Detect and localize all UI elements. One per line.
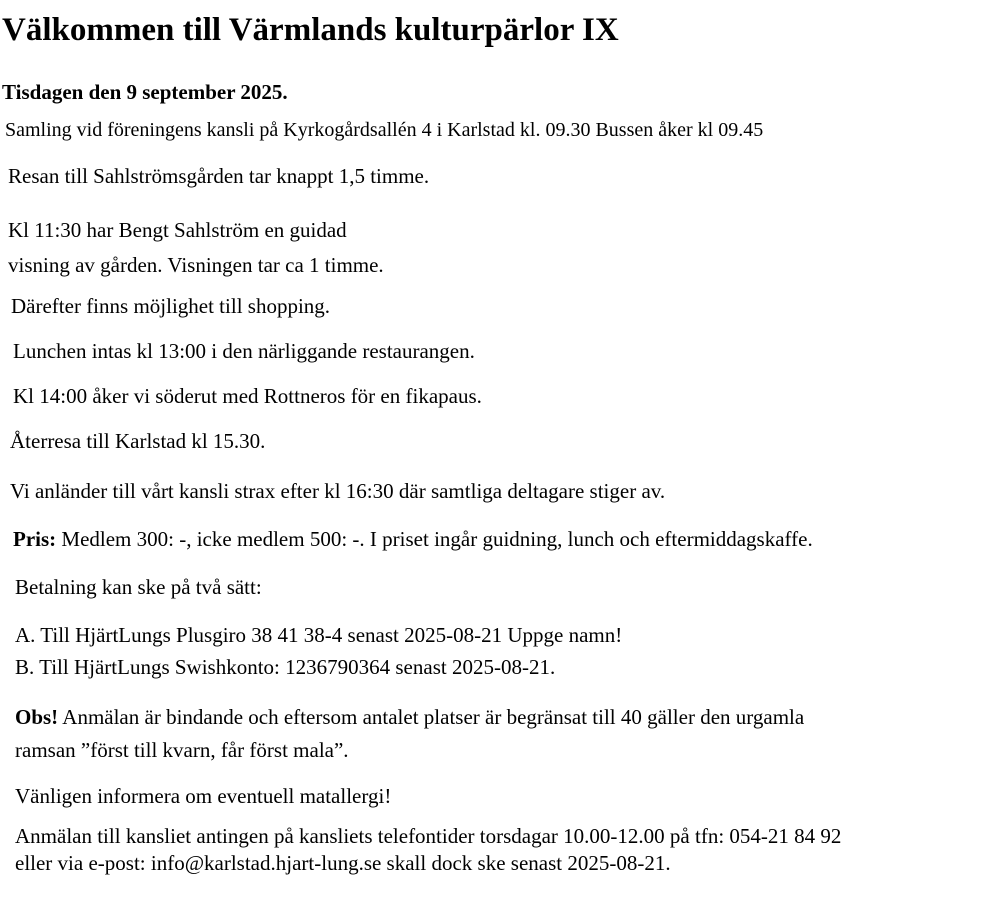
fika-text: Kl 14:00 åker vi söderut med Rottneros för en fikapaus. <box>13 384 482 408</box>
shopping-text: Därefter finns möjlighet till shopping. <box>11 294 331 318</box>
obs-label: Obs! <box>15 705 59 729</box>
page-title: Välkommen till Värmlands kulturpärlor IX <box>2 12 619 48</box>
event-date: Tisdagen den 9 september 2025. <box>2 80 288 104</box>
price-label: Pris: <box>13 527 57 551</box>
tour-text-line1: Kl 11:30 har Bengt Sahlström en guidad <box>8 218 347 242</box>
tour-text-line2: visning av gården. Visningen tar ca 1 timme. <box>8 253 384 277</box>
arrival-text: Vi anländer till vårt kansli strax efter kl 16:30 där samtliga deltagare stiger av. <box>10 479 666 503</box>
signup-text-line1: Anmälan till kansliet antingen på kansliets telefontider torsdagar 10.00-12.00 på tfn: 054-21 84 92 <box>15 824 842 848</box>
return-text: Återresa till Karlstad kl 15.30. <box>10 429 266 453</box>
payment-option-b: B. Till HjärtLungs Swishkonto: 1236790364 senast 2025-08-21. <box>15 655 556 679</box>
lunch-text: Lunchen intas kl 13:00 i den närliggande restaurangen. <box>13 339 475 363</box>
obs-text-line2: ramsan ”först till kvarn, får först mala”. <box>15 738 349 762</box>
obs-text-line1 <box>15 707 804 728</box>
obs-details: Anmälan är bindande och eftersom antalet platser är begränsat till 40 gäller den urgamla <box>58 705 805 729</box>
payment-option-a: A. Till HjärtLungs Plusgiro 38 41 38-4 senast 2025-08-21 Uppge namn! <box>15 623 623 647</box>
price-text <box>13 529 813 550</box>
payment-intro: Betalning kan ske på två sätt: <box>15 575 262 599</box>
assembly-text: Samling vid föreningens kansli på Kyrkogårdsallén 4 i Karlstad kl. 09.30 Bussen åker kl 09.45 <box>5 119 764 141</box>
travel-text: Resan till Sahlströmsgården tar knappt 1,5 timme. <box>8 164 430 188</box>
allergy-text: Vänligen informera om eventuell matallergi! <box>15 784 392 808</box>
signup-text-line2: eller via e-post: info@karlstad.hjart-lung.se skall dock ske senast 2025-08-21. <box>15 851 671 875</box>
price-details: Medlem 300: -, icke medlem 500: -. I priset ingår guidning, lunch och eftermiddagskaffe. <box>56 527 813 551</box>
